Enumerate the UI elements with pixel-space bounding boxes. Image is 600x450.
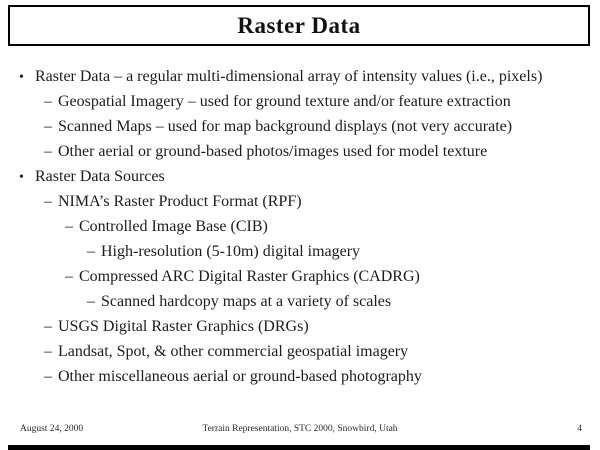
bullet-item [0, 89, 600, 114]
dash-marker-icon: – [44, 93, 52, 110]
dash-marker-icon: – [44, 318, 52, 335]
title-box [8, 5, 590, 46]
bullet-text: Scanned hardcopy maps at a variety of scales [101, 293, 392, 310]
bullet-item [0, 364, 600, 389]
dash-marker-icon: – [44, 343, 52, 360]
bullet-text: Raster Data – a regular multi-dimensional array of intensity values (i.e., pixels) [35, 68, 543, 85]
dash-marker-icon: – [44, 193, 52, 210]
bullet-item [0, 64, 600, 89]
bullet-marker-icon: • [19, 70, 24, 85]
bullet-list [0, 64, 600, 389]
bullet-text: Landsat, Spot, & other commercial geospatial imagery [58, 343, 409, 360]
bullet-item [0, 239, 600, 264]
bullet-item [0, 139, 600, 164]
bullet-item [0, 289, 600, 314]
dash-marker-icon: – [44, 368, 52, 385]
dash-marker-icon: – [65, 268, 73, 285]
dash-marker-icon: – [65, 218, 73, 235]
bullet-text: Geospatial Imagery – used for ground texture and/or feature extraction [58, 93, 511, 110]
dash-marker-icon: – [87, 243, 95, 260]
bullet-item [0, 339, 600, 364]
dash-marker-icon: – [44, 118, 52, 135]
bullet-text: Scanned Maps – used for map background displays (not very accurate) [58, 118, 513, 135]
bottom-border-bar [8, 445, 590, 450]
bullet-text: Raster Data Sources [35, 168, 165, 185]
footer [0, 424, 600, 438]
bullet-item [0, 189, 600, 214]
footer-date: August 24, 2000 [20, 424, 84, 434]
dash-marker-icon: – [44, 143, 52, 160]
bullet-text: Other aerial or ground-based photos/images used for model texture [58, 143, 488, 160]
bullet-item [0, 114, 600, 139]
slide-title: Raster Data [237, 12, 361, 38]
bullet-text: Controlled Image Base (CIB) [79, 218, 268, 235]
bullet-text: USGS Digital Raster Graphics (DRGs) [58, 318, 309, 335]
bullet-item [0, 164, 600, 189]
bullet-text: High-resolution (5-10m) digital imagery [101, 243, 361, 260]
bullet-item [0, 314, 600, 339]
dash-marker-icon: – [87, 293, 95, 310]
footer-conference-title: Terrain Representation, STC 2000, Snowbird, Utah [202, 424, 398, 434]
bullet-text: NIMA’s Raster Product Format (RPF) [58, 193, 302, 210]
bullet-text: Other miscellaneous aerial or ground-based photography [58, 368, 422, 385]
bullet-item [0, 264, 600, 289]
bullet-marker-icon: • [19, 170, 24, 185]
bullet-item [0, 214, 600, 239]
footer-page-number: 4 [577, 424, 582, 434]
bullet-text: Compressed ARC Digital Raster Graphics (CADRG) [79, 268, 420, 285]
